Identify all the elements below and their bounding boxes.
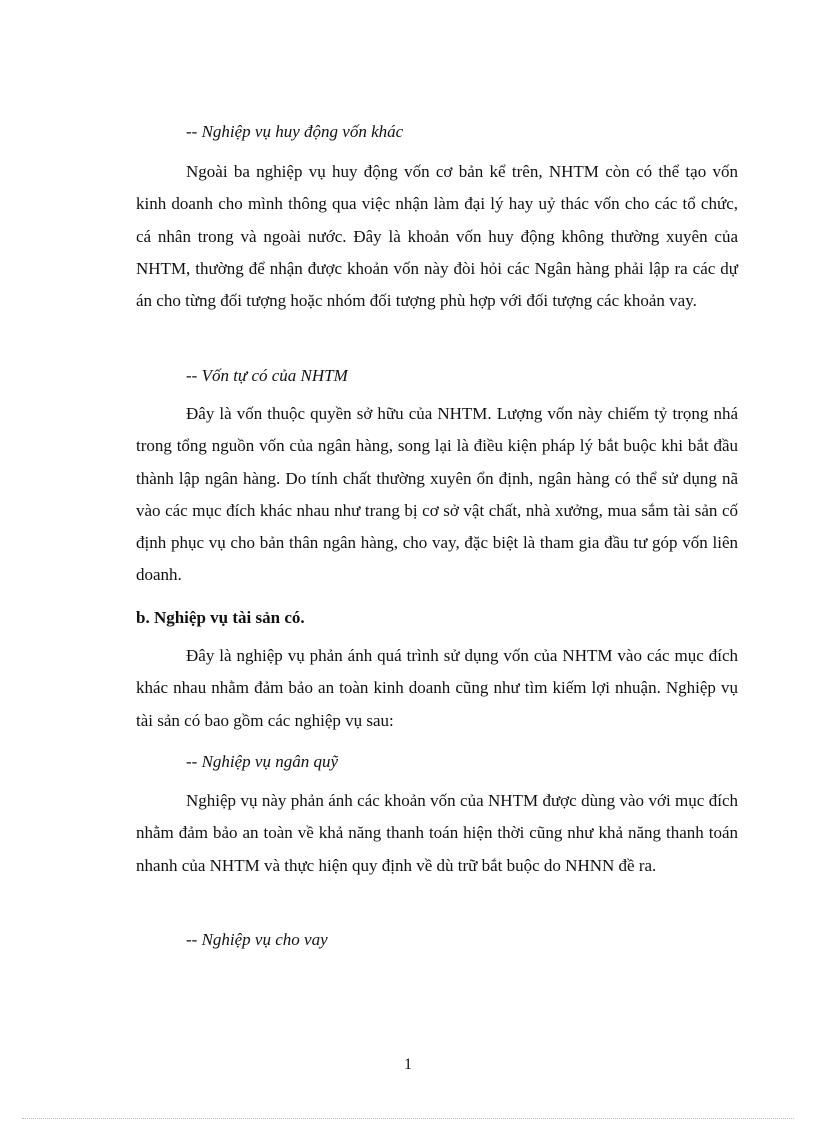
heading-lending: -- Nghiệp vụ cho vay (186, 930, 328, 949)
heading-other-capital: -- Nghiệp vụ huy động vốn khác (186, 122, 404, 141)
page-number: 1 (404, 1056, 412, 1073)
section-heading-assets: b. Nghiệp vụ tài sản có. (136, 608, 305, 627)
paragraph-other-capital: Ngoài ba nghiệp vụ huy động vốn cơ bản kể trên, NHTM còn có thể tạo vốn kinh doanh cho mình thông qua việc nhận làm đại lý hay uỷ thác vốn cho các tổ chức, cá nhân trong và ngoài nước. Đây là khoản vốn huy động không thường xuyên của NHTM, thường để nhận được khoản vốn này đòi hỏi các Ngân hàng phải lập ra các dự án cho từng đối tượng hoặc nhóm đối tượng phù hợp với đối tượng các khoản vay. (136, 162, 738, 311)
page-bottom-divider (22, 1118, 794, 1119)
paragraph-treasury: Nghiệp vụ này phản ánh các khoản vốn của NHTM được dùng vào với mục đích nhằm đảm bảo an toàn về khả năng thanh toán hiện thời cũng như khả năng thanh toán nhanh của NHTM và thực hiện quy định về dù trữ bắt buộc do NHNN đề ra. (136, 791, 738, 875)
paragraph-assets: Đây là nghiệp vụ phản ánh quá trình sử dụng vốn của NHTM vào các mục đích khác nhau nhằm đảm bảo an toàn kinh doanh cũng như tìm kiếm lợi nhuận. Nghiệp vụ tài sản có bao gồm các nghiệp vụ sau: (136, 646, 738, 730)
paragraph-equity: Đây là vốn thuộc quyền sở hữu của NHTM. Lượng vốn này chiếm tỷ trọng nhá trong tổng nguồn vốn của ngân hàng, song lại là điều kiện pháp lý bắt buộc khi bắt đầu thành lập ngân hàng. Do tính chất thường xuyên ổn định, ngân hàng có thể sử dụng nã vào các mục đích khác nhau như trang bị cơ sở vật chất, nhà xưởng, mua sắm tài sản cố định phục vụ cho bản thân ngân hàng, cho vay, đặc biệt là tham gia đầu tư góp vốn liên doanh. (136, 404, 738, 585)
heading-equity: -- Vốn tự có của NHTM (186, 366, 348, 385)
heading-treasury: -- Nghiệp vụ ngân quỹ (186, 752, 339, 771)
